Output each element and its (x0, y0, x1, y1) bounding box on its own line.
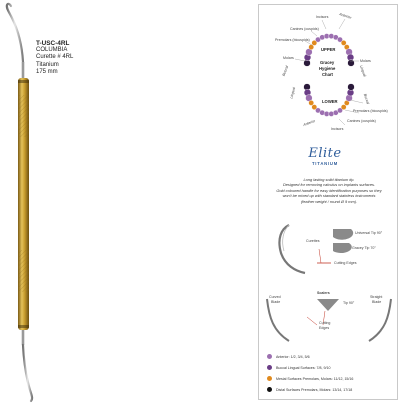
description-line: won't be mixed up with standard stainless instruments (282, 193, 376, 199)
legend-buccal-lingual (267, 364, 331, 371)
scalers-cutting-label-2: Edges (319, 326, 330, 330)
product-size: 175 mm (36, 68, 58, 75)
chart-title-line1: Gracey (320, 60, 335, 65)
scalers-straight-label-2: Blade (372, 300, 382, 304)
label-premolars-upper: Premolars (bicuspids) (275, 38, 310, 42)
product-name: Curette # 4RL (36, 54, 74, 61)
scalers-curved-label-2: Blade (271, 300, 281, 304)
label-premolars-lower: Premolars (bicuspids) (353, 109, 388, 113)
chart-title-line2: Hygiene (319, 66, 336, 71)
chart-upper-label: UPPER (321, 47, 336, 52)
legend-text: Mesial Surfaces Premolars, Molars: 11/12, 15/16 (276, 376, 354, 381)
label-lingual-lower: Lingual (289, 86, 297, 100)
legend-text: Distal Surfaces Premolars, Molars: 13/14, 17/18 (276, 387, 353, 392)
legend-dot (267, 376, 272, 381)
legend-text: Buccal Lingual Surfaces: 7/8, 9/10 (276, 365, 331, 370)
product-description (267, 177, 391, 204)
description-line: Designed for removing calculus on implants surfaces. (282, 182, 376, 188)
product-material: Titanium (36, 61, 59, 68)
upper-working-tip (7, 4, 23, 62)
label-incisors-upper: Incisors (316, 15, 329, 19)
legend-dot (267, 354, 272, 359)
legend-dot (267, 387, 272, 392)
label-molars-left: Molars (283, 56, 294, 60)
scaler-tip-shape (317, 299, 339, 311)
curettes-diagram (259, 215, 399, 277)
label-molars-right: Molars (360, 59, 371, 63)
legend-distal (267, 386, 352, 393)
legend-anterior (267, 353, 310, 360)
curette-instrument-illustration (0, 0, 40, 406)
description-line: (feather weight / round Ø 9 mm). (300, 198, 358, 204)
scalers-cutting-label: Cutting (319, 321, 331, 325)
lower-working-tip (23, 345, 32, 401)
scalers-curved-label: Curved (269, 295, 281, 299)
description-line: Long lasting solid titanium tip. (303, 177, 355, 182)
description-line: Gold coloured handle for easy identification purposes so they (276, 187, 382, 193)
curettes-title: Curettes (306, 239, 320, 243)
gracey-tip-shape (333, 243, 352, 253)
curettes-gracey-label: Gracey Tip 70° (352, 246, 376, 250)
elite-titanium-logo (295, 146, 355, 172)
label-canines-upper: Canines (cuspids) (290, 27, 319, 31)
universal-tip-shape (333, 229, 353, 240)
product-info (36, 40, 96, 76)
label-anterior-upper: Anterior (338, 12, 352, 20)
elite-logo-word: Elite (308, 146, 342, 161)
scalers-title: Scalers (317, 291, 330, 295)
label-incisors-lower: Incisors (331, 127, 344, 131)
label-anterior-lower: Anterior (302, 118, 316, 128)
scalers-straight-label: Straight (370, 295, 383, 299)
scalers-tip-label: Tip 90° (343, 301, 355, 305)
curettes-universal-label: Universal Tip 90° (355, 231, 383, 235)
legend-dot (267, 365, 272, 370)
tooth-icon (348, 60, 355, 67)
tooth-icon (348, 84, 355, 91)
chart-lower-label: LOWER (322, 99, 338, 104)
curettes-cutting-label: Cutting Edges (334, 261, 357, 265)
legend-text: Anterior: 1/2, 3/4, 5/6 (276, 354, 310, 359)
product-code: T-USC-4RL (36, 40, 70, 47)
label-buccal-lower: Buccal (362, 93, 370, 105)
elite-logo-sub: TITANIUM (311, 161, 339, 166)
label-canines-lower: Canines (cuspids) (347, 119, 376, 123)
label-lingual-upper: Lingual (358, 64, 367, 78)
info-card (258, 4, 398, 400)
chart-title-line3: Chart (322, 72, 333, 77)
label-buccal-upper: Buccal (281, 65, 290, 77)
legend-mesial (267, 375, 353, 382)
product-brand: COLUMBIA (36, 47, 68, 54)
